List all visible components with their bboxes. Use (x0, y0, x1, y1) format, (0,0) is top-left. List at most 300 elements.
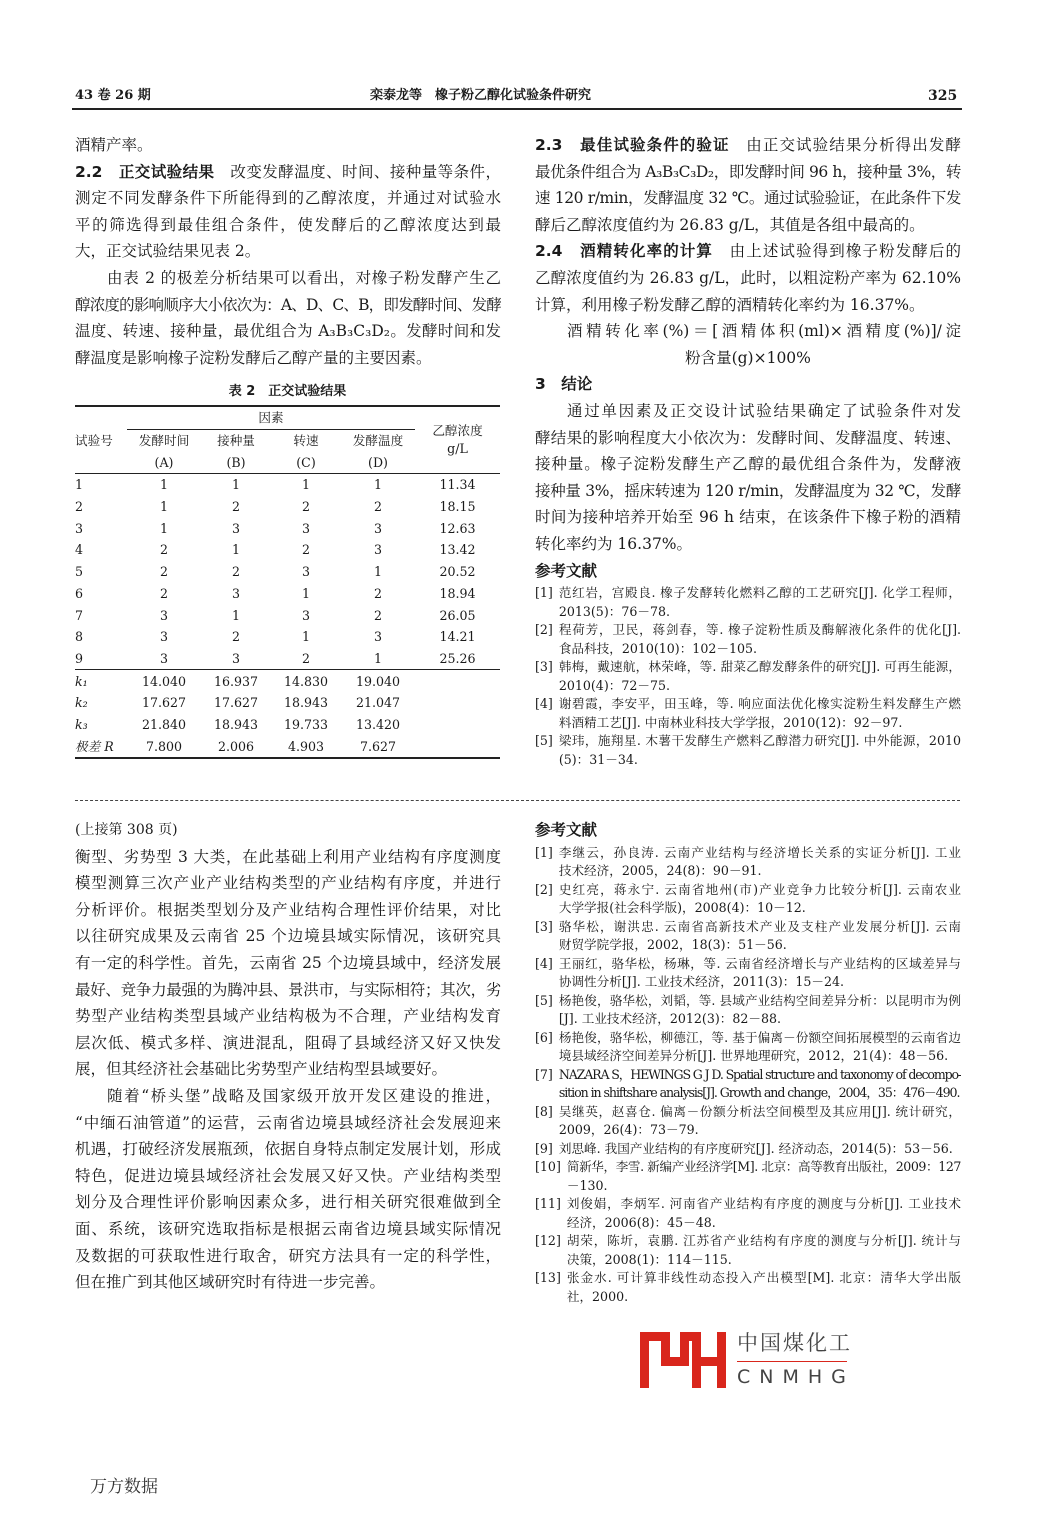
table-cell: 3 (301, 607, 310, 623)
line-text: 时间为接种培养开始至 96 h 结束，在该条件下橡子粉的酒精 (535, 508, 961, 527)
line-text: 模型测算三次产业产业结构类型的产业结构有序度，并进行 (75, 874, 501, 893)
table-cell: 2 (159, 542, 168, 558)
reference-number: [13] (535, 1270, 561, 1286)
reference-line: 梁玮，施翔星. 木薯干发酵生产燃料乙醇潜力研究[J]. 中外能源，2010 (558, 733, 961, 749)
table-cell: 25.26 (415, 648, 500, 670)
text-line (75, 1163, 501, 1190)
reference-text (559, 918, 961, 955)
table-cell: 3 (301, 520, 310, 536)
stats-cell: 4.903 (271, 735, 341, 758)
text-line (75, 1189, 501, 1216)
text-line (535, 398, 961, 425)
stats-cell: 18.943 (283, 695, 329, 711)
table-cell: 3 (373, 629, 382, 645)
table-cell: 8 (75, 629, 84, 645)
reference-number: [12] (535, 1233, 561, 1249)
reference-number: [3] (535, 659, 553, 675)
reference-item (535, 918, 961, 955)
reference-line: 2010(4)：72－75. (558, 677, 670, 693)
reference-number: [2] (535, 622, 553, 638)
table-header-row (75, 406, 500, 429)
reference-item (535, 992, 961, 1029)
text-line (75, 265, 501, 292)
reference-text (559, 1103, 961, 1140)
reference-line: 骆华松，谢洪忠. 云南省高新技术产业及支柱产业发展分析[J]. 云南 (558, 918, 961, 934)
reference-number: [5] (535, 733, 553, 749)
line-text: 改变发酵温度、时间、接种量等条件， (214, 162, 501, 181)
text-line (75, 844, 501, 871)
table-row (75, 474, 500, 496)
reference-line: 刘思峰. 我国产业结构的有序度研究[J]. 经济动态，2014(5)：53－56. (558, 1140, 953, 1156)
table-cell: 2 (159, 585, 168, 601)
text-line (75, 1110, 501, 1137)
reference-number: [1] (535, 585, 553, 601)
table-cell: 11.34 (439, 477, 476, 493)
table-cell: 1 (373, 477, 382, 493)
reference-number: [9] (535, 1140, 553, 1156)
section-heading: 2.2 正交试验结果 (75, 162, 215, 181)
table-cell: 3 (75, 520, 84, 536)
table-cell: 3 (231, 520, 240, 536)
factor-code: (C) (271, 451, 341, 473)
text-line (75, 1056, 501, 1083)
table-cell: 3 (373, 520, 382, 536)
text-line (75, 318, 501, 345)
table-row (75, 583, 500, 605)
table-cell: 2 (75, 499, 84, 515)
table-cell: 2 (159, 564, 168, 580)
running-title: 栾泰龙等 橡子粉乙醇化试验条件研究 (370, 88, 592, 103)
line-text: 由表 2 的极差分析结果可以看出，对橡子粉发酵产生乙 (107, 268, 501, 287)
reference-text (559, 1029, 961, 1066)
reference-list (535, 844, 961, 1307)
stats-cell: 7.800 (127, 735, 201, 758)
reference-item (535, 658, 961, 695)
table-cell: 1 (159, 477, 168, 493)
table-cell: 3 (127, 648, 201, 670)
wanfang-watermark: 万方数据 (90, 1477, 158, 1497)
table-cell: 2 (231, 564, 240, 580)
result-label: 乙醇浓度 (432, 423, 483, 439)
text-line (75, 870, 501, 897)
text-line (75, 212, 501, 239)
text-line (75, 1030, 501, 1057)
reference-line: 范红岩，宫殿良. 橡子发酵转化燃料乙醇的工艺研究[J]. 化学工程师， (558, 585, 961, 601)
reference-text (559, 881, 961, 918)
line-text: “中缅石油管道”的运营，云南省边境县域经济社会发展迎来 (75, 1113, 501, 1132)
text-line (75, 1003, 501, 1030)
table-cell: 5 (75, 564, 84, 580)
section-separator (75, 800, 960, 801)
reference-line: 胡荣，陈圻，袁鹏. 江苏省产业结构有序度的测度与分析[J]. 统计与 (566, 1233, 961, 1249)
stats-cell: 19.733 (283, 716, 329, 732)
stats-row (75, 692, 500, 714)
text-line (535, 504, 961, 531)
table-cell: 1 (301, 585, 310, 601)
stats-cell: k₃ (75, 716, 88, 732)
stats-cell: 17.627 (141, 695, 187, 711)
factor-name: 接种量 (217, 433, 255, 449)
references-title: 参考文献 (535, 821, 598, 839)
reference-line: 张金水. 可计算非线性动态投入产出模型[M]. 北京：清华大学出版 (566, 1270, 961, 1286)
stats-row (75, 714, 500, 736)
reference-line: 刘俊娟，李炳军. 河南省产业结构有序度的测度与分析[J]. 工业技术 (566, 1196, 961, 1212)
reference-line: [J]. 工业技术经济，2012(3)：82－88. (558, 1011, 782, 1027)
text-line (535, 318, 961, 345)
table-row (75, 517, 500, 539)
reference-line: (5)：31－34. (558, 751, 638, 767)
reference-item (535, 1029, 961, 1066)
table-cell: 3 (373, 542, 382, 558)
table-cell: 1 (373, 564, 382, 580)
table-cell: 1 (301, 629, 310, 645)
reference-text (559, 658, 961, 695)
stats-cell: 21.840 (141, 716, 187, 732)
line-text: 接种量。橡子淀粉发酵生产乙醇的最优组合条件为，发酵液 (535, 455, 961, 474)
reference-line: 2009，26(4)：73－79. (558, 1122, 699, 1138)
stats-cell: 2.006 (201, 735, 271, 758)
table-cell: 26.05 (439, 607, 476, 623)
line-text: 以往研究成果及云南省 25 个边境县域实际情况，该研究具 (75, 927, 501, 946)
reference-number: [6] (535, 1029, 553, 1045)
stats-cell: 18.943 (213, 716, 259, 732)
col-trial-header: 试验号 (75, 406, 127, 474)
section-3-title: 3 结论 (535, 375, 593, 394)
stats-cell: 14.830 (283, 673, 329, 689)
line-text: 最好、竞争力最强的为腾冲县、景洪市，与实际相符；其次，劣 (75, 980, 501, 999)
table-cell: 13.42 (439, 542, 476, 558)
reference-line: 社，2000. (566, 1288, 629, 1304)
table-cell: 2 (231, 499, 240, 515)
line-text: 平的筛选得到最佳组合条件，使发酵后的乙醇浓度达到最 (75, 215, 501, 234)
text-line (535, 478, 961, 505)
text-line (535, 451, 961, 478)
table-cell: 1 (159, 520, 168, 536)
reference-line: 程荷芳，卫民，蒋剑春，等. 橡子淀粉性质及酶解液化条件的优化[J]. (558, 622, 961, 638)
bottom-right-refs (535, 817, 961, 1306)
stats-cell: 21.047 (355, 695, 401, 711)
reference-text (559, 1140, 961, 1159)
factor-name: 发酵时间 (138, 433, 190, 449)
factor-code: (B) (201, 451, 271, 473)
table-cell: 2 (373, 585, 382, 601)
text-line (535, 425, 961, 452)
table-cell: 12.63 (439, 520, 476, 536)
table-cell: 7 (75, 607, 84, 623)
orthogonal-results-table (75, 405, 500, 759)
text-line (535, 265, 961, 292)
right-top-body (535, 132, 961, 769)
reference-number: [7] (535, 1066, 553, 1082)
reference-number: [1] (535, 844, 553, 860)
logo-en-text: CNMHG (737, 1366, 855, 1388)
text-line (75, 345, 501, 372)
text-line (75, 950, 501, 977)
table-row (75, 539, 500, 561)
reference-text (559, 1066, 961, 1103)
stats-cell-empty (415, 735, 500, 758)
table-row (75, 626, 500, 648)
reference-line: 财贸学院学报，2002，18(3)：51－56. (558, 937, 787, 953)
logo-cn-text: 中国煤化工 (737, 1331, 852, 1355)
table-cell: 14.21 (439, 629, 476, 645)
factor-group-header: 因素 (127, 406, 415, 429)
reference-item (535, 695, 961, 732)
stats-cell: 13.420 (355, 716, 401, 732)
reference-item (535, 1269, 961, 1306)
table-cell: 3 (159, 629, 168, 645)
reference-line: 境县域经济空间差异分析[J]. 世界地理研究，2012，21(4)：48－56. (558, 1048, 949, 1064)
reference-line: sition in shiftshare analysis[J]. Growth and change，2004，35：476－490. (558, 1085, 960, 1101)
text-line (75, 1083, 501, 1110)
stats-cell: 19.040 (355, 673, 401, 689)
cnmhg-logo (640, 1330, 855, 1392)
text-line (75, 1136, 501, 1163)
line-text: 随着“桥头堡”战略及国家级开放开发区建设的推进， (107, 1086, 501, 1105)
line-text: 酵温度是影响橡子淀粉发酵后乙醇产量的主要因素。 (75, 348, 432, 367)
line-text: 但在推广到其他区域研究时有待进一步完善。 (75, 1273, 386, 1292)
reference-line: 协调性分析[J]. 工业技术经济，2011(3)：15－24. (558, 974, 844, 990)
reference-text (559, 584, 961, 621)
table-cell: 18.94 (439, 585, 476, 601)
references-title: 参考文献 (535, 561, 598, 580)
reference-item (535, 844, 961, 881)
logo-mark-icon (640, 1330, 730, 1390)
stats-cell: k₂ (75, 695, 88, 711)
line-text: 分析评价。根据类型划分及产业结构合理性评价结果，对比 (75, 900, 501, 919)
line-text: 最优条件组合为 A₃B₃C₃D₂，即发酵时间 96 h，接种量 3%，转 (535, 162, 961, 181)
line-text: 温度、转速、接种量，最优组合为 A₃B₃C₃D₂。发酵时间和发 (75, 322, 501, 341)
reference-text (567, 1232, 961, 1269)
text-line (535, 531, 961, 558)
line-text: 乙醇浓度值约为 26.83 g/L，此时，以粗淀粉产率为 62.10% (535, 268, 961, 287)
reference-text (559, 955, 961, 992)
reference-line: 经济，2006(8)：45－48. (566, 1214, 716, 1230)
line-text: 计算，利用橡子粉发酵乙醇的酒精转化率约为 16.37%。 (535, 295, 925, 314)
stats-cell: 16.937 (213, 673, 259, 689)
reference-text (559, 695, 961, 732)
reference-item (535, 621, 961, 658)
bottom-left-body (75, 817, 501, 1296)
reference-line: 史红亮，蒋永宁. 云南省地州(市)产业竞争力比较分析[J]. 云南农业 (558, 881, 961, 897)
text-line (75, 1216, 501, 1243)
line-text: 大，正交试验结果见表 2。 (75, 242, 261, 261)
table-cell: 2 (301, 499, 310, 515)
text-line (535, 212, 961, 239)
line-text: 酵后乙醇浓度值约为 26.83 g/L，其值是各组中最高的。 (535, 215, 925, 234)
line-text: 机遇，打破经济发展瓶颈，依据自身特点制定发展计划，形成 (75, 1140, 501, 1159)
reference-line: 2013(5)：76－78. (558, 603, 670, 619)
reference-line: 王丽红，骆华松，杨琳，等. 云南省经济增长与产业结构的区域差异与 (558, 955, 961, 971)
line-text: 层次低、模式多样、演进混乱，阻碍了县域经济又好又快发 (75, 1033, 501, 1052)
text-line (75, 185, 501, 212)
table-cell: 2 (271, 648, 341, 670)
table-cell: 1 (231, 542, 240, 558)
text-line (535, 159, 961, 186)
reference-text (559, 844, 961, 881)
table-row (75, 496, 500, 518)
text-line (75, 977, 501, 1004)
table-row (75, 604, 500, 626)
reference-item (535, 1158, 961, 1195)
reference-text (567, 1195, 961, 1232)
table-cell: 18.15 (439, 499, 476, 515)
reference-line: 李继云，孙良涛. 云南产业结构与经济增长关系的实证分析[J]. 工业 (558, 844, 961, 860)
section-heading: 2.3 最佳试验条件的验证 (535, 136, 730, 154)
reference-line: 食品科技，2010(10)：102－105. (558, 640, 757, 656)
line-text: 展，但其经济社会基础比劣势型产业结构型县域要好。 (75, 1060, 448, 1079)
left-top-body (75, 132, 501, 371)
line-text: 通过单因素及正交设计试验结果确定了试验条件对发 (567, 401, 961, 420)
table-cell: 3 (231, 585, 240, 601)
stats-cell-empty (415, 670, 500, 692)
table-cell: 20.52 (439, 564, 476, 580)
reference-item (535, 1066, 961, 1103)
reference-number: [4] (535, 955, 553, 971)
reference-item (535, 1140, 961, 1159)
factor-name: 发酵温度 (352, 433, 404, 449)
stats-cell: 极差 R (75, 735, 127, 758)
journal-issue: 43 卷 26 期 (75, 88, 151, 103)
reference-item (535, 1195, 961, 1232)
table-row (75, 561, 500, 583)
stats-cell-empty (415, 692, 500, 714)
reference-text (567, 1269, 961, 1306)
text-line (535, 238, 961, 265)
factor-code: (A) (127, 451, 201, 473)
table-cell: 1 (231, 477, 240, 493)
reference-number: [3] (535, 918, 553, 934)
line-text: 粉含量(g)×100% (685, 348, 811, 367)
logo-rule (737, 1361, 847, 1362)
reference-item (535, 1232, 961, 1269)
reference-number: [8] (535, 1103, 553, 1119)
text-line (75, 292, 501, 319)
line-text: 酒精转化率(%)＝[酒精体积(ml)×酒精度(%)]/淀 (567, 322, 961, 341)
line-text: 及数据的可获取性进行取舍，研究方法具有一定的科学性， (75, 1246, 501, 1265)
stats-row (75, 670, 500, 692)
reference-text (559, 732, 961, 769)
header-rule (72, 108, 962, 110)
line-text: 由上述试验得到橡子粉发酵后的 (713, 242, 961, 261)
line-text: 测定不同发酵条件下所能得到的乙醇浓度，并通过对试验水 (75, 189, 501, 208)
table-cell: 1 (301, 477, 310, 493)
stats-cell: 17.627 (213, 695, 259, 711)
reference-line: 大学学报(社会科学版)，2008(4)：10－12. (558, 900, 806, 916)
line-text: 酒精产率。 (75, 136, 153, 154)
reference-text (567, 1158, 961, 1195)
line-text: 特色，促进边境县域经济社会发展又好又快。产业结构类型 (75, 1166, 501, 1185)
text-line (75, 923, 501, 950)
line-text: 醇浓度的影响顺序大小依次为：A、D、C、B，即发酵时间、发酵 (75, 295, 501, 314)
table-cell: 6 (75, 585, 84, 601)
line-text: 衡型、劣势型 3 大类，在此基础上利用产业结构有序度测度 (75, 847, 501, 866)
text-line (535, 345, 961, 372)
reference-item (535, 584, 961, 621)
table-cell: 2 (231, 629, 240, 645)
reference-line: 韩梅，戴速航，林荣峰，等. 甜菜乙醇发酵条件的研究[J]. 可再生能源， (558, 659, 961, 675)
line-text: 有一定的科学性。首先，云南省 25 个边境县域中，经济发展 (75, 953, 501, 972)
reference-line: 杨艳俊，骆华松，刘韬，等. 县域产业结构空间差异分析：以昆明市为例 (558, 992, 961, 1008)
text-line (75, 1243, 501, 1270)
reference-line: 谢碧霞，李安平，田玉峰，等. 响应面法优化橡实淀粉生料发酵生产燃 (558, 696, 961, 712)
text-line (535, 132, 961, 159)
section-heading: 2.4 酒精转化率的计算 (535, 242, 714, 261)
continued-note: (上接第 308 页) (75, 822, 178, 838)
reference-number: [10] (535, 1159, 561, 1175)
reference-line: 料酒精工艺[J]. 中南林业科技大学学报，2010(12)：92－97. (558, 714, 903, 730)
line-text: 由正交试验结果分析得出发酵 (729, 136, 961, 154)
reference-item (535, 955, 961, 992)
line-text: 转化率约为 16.37%。 (535, 534, 693, 553)
line-text: 酵结果的影响程度大小依次为：发酵时间、发酵温度、转速、 (535, 428, 961, 447)
table-cell: 1 (341, 648, 415, 670)
reference-line: 杨艳俊，骆华松，柳德江，等. 基于偏离－份额空间拓展模型的云南省边 (558, 1029, 961, 1045)
reference-number: [4] (535, 696, 553, 712)
reference-text (559, 992, 961, 1029)
table-row (75, 648, 500, 670)
table-cell: 2 (373, 607, 382, 623)
page-number: 325 (928, 88, 958, 104)
stats-cell: k₁ (75, 673, 88, 689)
reference-item (535, 881, 961, 918)
line-text: 速 120 r/min，发酵温度 32 ℃。通过试验验证，在此条件下发 (535, 189, 961, 208)
reference-number: [5] (535, 992, 553, 1008)
reference-line: 吴继英，赵喜仓. 偏离－份额分析法空间模型及其应用[J]. 统计研究， (558, 1103, 961, 1119)
stats-cell: 14.040 (141, 673, 187, 689)
table-caption: 表 2 正交试验结果 (228, 384, 347, 399)
stats-cell: 7.627 (341, 735, 415, 758)
reference-text (559, 621, 961, 658)
text-line (75, 238, 501, 265)
reference-line: NAZARA S，HEWINGS G J D. Spatial structure and taxonomy of decompo- (558, 1066, 961, 1082)
reference-line: 决策，2008(1)：114－115. (566, 1251, 732, 1267)
reference-item (535, 732, 961, 769)
table-cell: 3 (159, 607, 168, 623)
text-line (535, 185, 961, 212)
table-cell: 1 (159, 499, 168, 515)
table-cell: 2 (301, 542, 310, 558)
table-cell: 1 (75, 477, 84, 493)
line-text: 面、系统，该研究选取指标是根据云南省边境县域实际情况 (75, 1219, 501, 1238)
table-cell: 9 (75, 648, 127, 670)
stats-row (75, 735, 500, 758)
text-line (535, 292, 961, 319)
result-unit: g/L (447, 441, 468, 457)
line-text: 划分及合理性评价影响因素众多，进行相关研究很难做到全 (75, 1193, 501, 1212)
factor-code: (D) (341, 451, 415, 473)
table-cell: 4 (75, 542, 84, 558)
reference-item (535, 1103, 961, 1140)
reference-number: [2] (535, 881, 553, 897)
stats-cell-empty (415, 714, 500, 736)
col-result-header (415, 406, 500, 474)
reference-number: [11] (535, 1196, 561, 1212)
factor-name: 转速 (293, 433, 319, 449)
table-cell: 3 (301, 564, 310, 580)
table-cell: 3 (201, 648, 271, 670)
table-cell: 2 (373, 499, 382, 515)
text-line (75, 897, 501, 924)
reference-line: 技术经济，2005，24(8)：90－91. (558, 863, 762, 879)
text-line (75, 159, 501, 186)
line-text: 接种量 3%，摇床转速为 120 r/min，发酵温度为 32 ℃，发酵 (535, 481, 961, 500)
text-line (75, 1269, 501, 1296)
reference-line: －130. (566, 1177, 608, 1193)
reference-list (535, 584, 961, 769)
line-text: 势型产业结构类型县域产业结构极为不合理，产业结构发育 (75, 1007, 501, 1026)
text-line (75, 132, 501, 159)
